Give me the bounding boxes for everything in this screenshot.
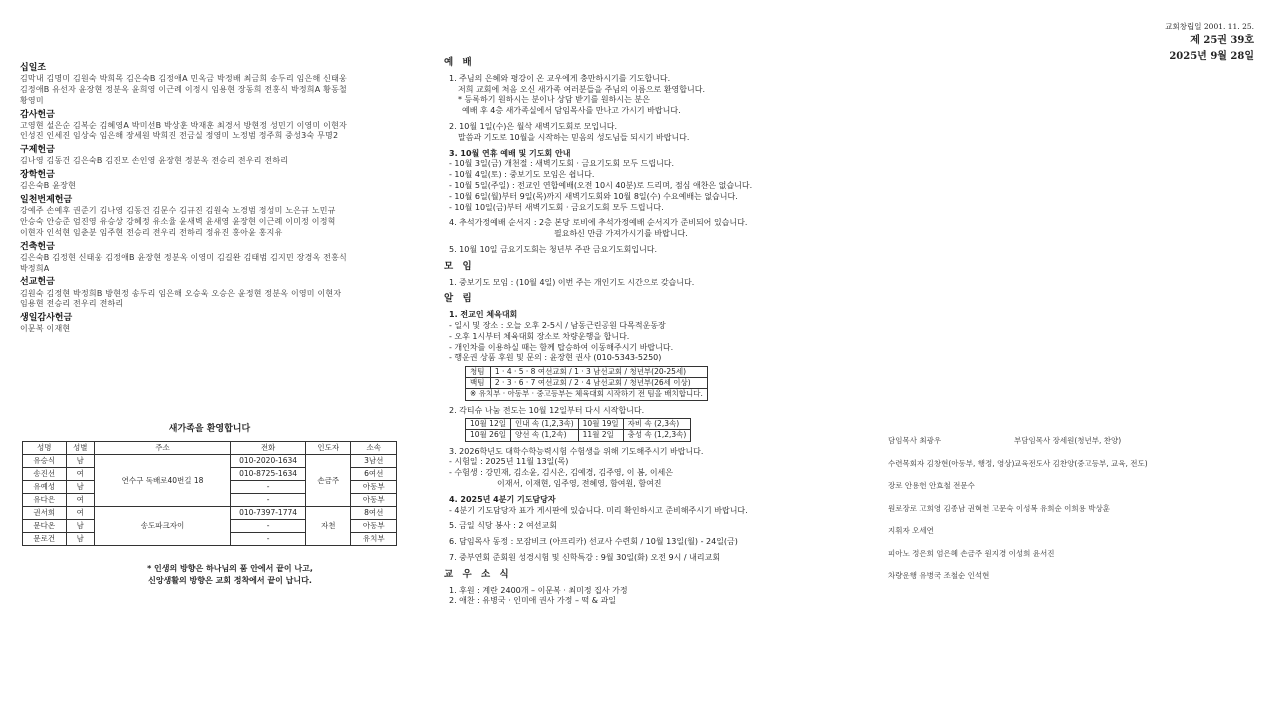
evangelism-table [465,418,691,441]
team-table [465,366,708,400]
cell: 여 [66,507,94,520]
text-line: 4. 추석가정예배 순서지 : 2층 본당 로비에 추석가정예배 순서지가 준비되어 있습니다. [449,218,748,228]
cell: 11월 2일 [578,430,623,441]
worship-item-5 [449,245,814,256]
cell: 아동부 [351,520,397,533]
section-title: 감사헌금 [20,109,55,120]
motto-line: 신앙생활의 방향은 교회 정착에서 끝이 납니다. [148,576,312,585]
cell: 남 [66,533,94,546]
notice-title: 알 림 [444,293,475,305]
col-header: 인도자 [305,442,351,455]
worship-item-1 [449,74,814,117]
cell: 자비 속 (2,3속) [623,419,691,430]
worship-item-3 [449,149,814,214]
bulletin-date: 2025년 9월 28일 [1169,50,1254,62]
text-line: 저희 교회에 처음 오신 새가족 여러분들을 주님의 이름으로 환영합니다. [458,84,705,94]
cell: 10월 26일 [466,430,511,441]
text-line: 3. 2026학년도 대학수학능력시험 수험생을 위해 기도해주시기 바랍니다. [449,446,704,456]
text-line: 2. 10월 1일(수)은 월삭 새벽기도회로 모입니다. [449,122,618,131]
cell: 010-2020-1634 [231,455,306,468]
notice-item-4 [449,495,814,517]
address-cell: 송도파크자이 [94,507,230,546]
cell: 10월 19일 [578,419,623,430]
table-row [466,419,691,430]
staff-list [888,436,1188,594]
col-header: 성명 [23,442,67,455]
names-line: 인성진 인세진 임상숙 임은해 장세원 박희진 전금실 정영미 노정범 정주희 중성3숙 무명2 [20,131,339,141]
offering-scholarship [20,169,405,192]
table-row [23,507,397,520]
text-line: 6. 담임목사 동정 : 모잠비크 (아프리카) 선교사 수련회 / 10월 13일(월) - 24일(금) [449,537,738,547]
cell: 유예성 [23,481,67,494]
table-row [466,430,691,441]
text-line: 이재서, 이재현, 임주영, 전혜영, 함여원, 함여진 [497,478,662,488]
founding-date: 교회창립일 2001. 11. 25. [1165,22,1254,31]
welcome-title: 새가족을 환영합니다 [168,424,251,434]
text-line: - 10월 6일(월)부터 9일(목)까지 새벽기도회와 10월 8일(수) 수요예배는 없습니다. [449,191,738,201]
offering-building [20,241,405,275]
text-line: 예배 후 4층 새가족실에서 담임목사를 만나고 가시기 바랍니다. [462,106,681,116]
names-line: 이문복 이재현 [20,324,71,334]
offering-thousand [20,194,405,239]
leader-cell: 손금주 [305,455,351,507]
offering-birthday [20,312,405,335]
section-title: 구제헌금 [20,145,55,156]
section-title: 십일조 [20,63,47,73]
cell: 청팀 [466,367,491,378]
text-line: - 개인차를 이용하실 때는 함께 탑승하여 이동해주시기 바랍니다. [449,342,674,352]
names-line: 김나영 김동건 김은숙B 김진모 손인영 윤장현 정분옥 전승리 전우리 전하리 [20,156,289,166]
text-line: 2. 각티슈 나눔 전도는 10월 12일부터 다시 시작합니다. [449,405,645,415]
offering-list [20,60,405,335]
section-title: 장학헌금 [20,170,55,181]
text-line: 1. 전교인 체육대회 [449,310,518,320]
notice-item-1 [449,310,814,400]
text-line: 1. 중보기도 모임 : (10월 4일) 이번 주는 개인기도 시간으로 갖습니다. [449,277,695,287]
names-line: 김막내 김명미 김원숙 박희목 김은숙B 김정애A 민옥금 박정배 최금희 송두리 임은해 신태웅 [20,74,347,84]
cell: 송진선 [23,468,67,481]
cell: 10월 12일 [466,419,511,430]
text-line: 2. 애찬 : 유병국 · 인미애 권사 가정 – 떡 & 과일 [449,596,617,606]
cell: 010-8725-1634 [231,468,306,481]
staff-entry: 부담임목사 장세원(청년부, 찬양) [1014,436,1122,445]
notice-item-2 [449,406,814,442]
cell: 양선 속 (1,2속) [510,430,578,441]
cell: 문로건 [23,533,67,546]
address-cell: 연수구 독배로40번길 18 [94,455,230,507]
notice-item-7 [449,553,814,564]
col-header: 주소 [94,442,230,455]
motto [40,563,420,587]
newcomer-table [22,441,397,546]
table-row [466,367,708,378]
names-line: 강예주 손예후 권준기 김나영 김동건 김문수 김규진 김원숙 노경범 정성미 노은규 노민규 [20,206,336,216]
text-line: - 행운권 상품 후원 및 문의 : 윤장현 권사 (010-5343-5250) [449,353,662,363]
cell: 010-7397-1774 [231,507,306,520]
staff-entry: 수련목회자 김창현(아동부, 행정, 영상) [888,458,1015,468]
offering-mission [20,276,405,310]
col-header: 성별 [66,442,94,455]
cell: - [231,520,306,533]
text-line: 5. 10월 10일 금요기도회는 청년부 주관 금요기도회입니다. [449,244,658,254]
cell: 유승식 [23,455,67,468]
text-line: - 오후 1시부터 체육대회 장소로 차량운행을 합니다. [449,331,630,341]
text-line: 5. 금일 식당 봉사 : 2 여선교회 [449,521,557,531]
text-line: - 10월 10일(금)부터 새벽기도회 · 금요기도회 모두 드립니다. [449,202,664,212]
leader-cell: 자천 [305,507,351,546]
staff-entry: 담임목사 최광우 [888,436,942,445]
text-line: 7. 중부연회 준회원 성경시험 및 신학특강 : 9월 30일(화) 오전 9시 / 내리교회 [449,552,721,562]
staff-row [888,436,1188,459]
names-line: 안승숙 안승준 엄진영 유승상 강혜정 유소율 윤새벽 윤새영 윤장현 이근례 이미정 이정혁 [20,217,336,227]
text-line: - 10월 4일(토) : 중보기도 모임은 쉽니다. [449,170,595,180]
text-line: 필요하신 만큼 가져가시기를 바랍니다. [554,229,688,239]
bulletin-header [1165,22,1254,63]
cell: 2 · 3 · 6 · 7 여선교회 / 2 · 4 남선교회 / 청년부(26세 이상) [490,378,707,389]
staff-row: 장로 안용헌 안효철 전문수 [888,481,975,490]
cell: 1 · 4 · 5 · 8 여선교회 / 1 · 3 남선교회 / 청년부(20-25세) [490,367,707,378]
text-line: - 10월 3일(금) 개천절 : 새벽기도회 · 금요기도회 모두 드립니다. [449,159,675,169]
cell: ※ 유치부 · 아동부 · 중고등부는 체육대회 시작하기 전 팀을 배치합니다. [466,389,708,400]
cell: 남 [66,455,94,468]
announcements [444,54,814,612]
table-row [466,389,708,400]
names-line: 임용현 전승리 전우리 전하리 [20,299,124,309]
cell: 충성 속 (1,2,3속) [623,430,691,441]
names-line: 박정희A [20,263,50,273]
cell: 유치부 [351,533,397,546]
offering-relief [20,144,405,167]
cell: 여 [66,468,94,481]
news-title: 교 우 소 식 [444,568,512,580]
names-line: 황영미 [20,95,44,105]
worship-item-4 [449,218,814,240]
table-row [23,455,397,468]
section-title: 건축헌금 [20,241,55,252]
staff-row: 지휘자 오세연 [888,526,934,535]
text-line: 4. 2025년 4분기 기도담당자 [449,494,556,504]
text-line: - 4분기 기도담당자 표가 게시판에 있습니다. 미리 확인하시고 준비해주시기 바랍니다. [449,505,748,515]
staff-row: 차량운행 유병국 조철순 인석현 [888,571,990,580]
names-line: 고영현 설은순 김복순 김혜영A 박미선B 박상훈 박재훈 최경서 방현정 성민기 이영미 이현자 [20,120,347,130]
cell: 문다온 [23,520,67,533]
cell: 권서희 [23,507,67,520]
cell: 남 [66,481,94,494]
offering-tithe [20,62,405,107]
cell: 3남선 [351,455,397,468]
text-line: 3. 10월 연휴 예배 및 기도회 안내 [449,148,571,158]
cell: 백팀 [466,378,491,389]
welcome-section [22,423,397,546]
worship-title: 예 배 [444,57,475,68]
notice-item-6 [449,537,814,548]
motto-line: * 인생의 방향은 하나님의 품 안에서 끝이 나고, [147,564,313,573]
text-line: - 수험생 : 강민재, 김소윤, 김시온, 김예경, 김주영, 이 봄, 이세은 [449,468,674,478]
staff-row: 피아노 정은희 엄은혜 손금주 원지경 이성희 윤서진 [888,548,1055,558]
news-items [449,586,814,608]
staff-row [888,459,1188,482]
col-header: 전화 [231,442,306,455]
text-line: - 10월 5일(주일) : 전교인 연합예배(오전 10시 40분)로 드리며, 점심 애찬은 없습니다. [449,180,753,190]
table-header-row [23,442,397,455]
cell: - [231,533,306,546]
cell: 여 [66,494,94,507]
text-line: - 일시 및 장소 : 오늘 오후 2-5시 / 남동근린공원 다목적운동장 [449,320,666,330]
worship-item-2 [449,122,814,144]
cell: 6여선 [351,468,397,481]
cell: 아동부 [351,481,397,494]
text-line: 1. 후원 : 계란 2400개 – 이문복 · 최미정 집사 가정 [449,585,628,595]
table-row [466,378,708,389]
cell: 아동부 [351,494,397,507]
names-line: 이현자 인석현 임춘분 임주현 전승리 전우리 전하리 정유진 홍아윤 홍지유 [20,227,283,237]
cell: 유다은 [23,494,67,507]
section-title: 일천번제헌금 [20,195,73,206]
names-line: 김정애B 유선자 윤장현 정분옥 윤희영 이근례 이정시 임용현 장동희 전홍식 박정희A 황동철 [20,84,347,94]
volume-number: 제 25권 39호 [1190,35,1254,47]
text-line: 1. 주님의 은혜와 평강이 온 교우에게 충만하시기를 기도합니다. [449,73,671,83]
gathering-title: 모 임 [444,260,475,272]
staff-row: 원로장로 고희영 김종남 권혁천 고문숙 이성복 유희순 이희용 박상훈 [888,503,1110,513]
cell: - [231,481,306,494]
names-line: 김은숙B 윤장현 [20,181,76,191]
names-line: 김은숙B 김정현 신태웅 김정애B 윤장현 정분옥 이영미 김길완 김태범 김지민 장경옥 전홍식 [20,252,347,262]
names-line: 김원숙 김정현 박정희B 방현정 송두리 임은해 오승욱 오승은 윤정현 정분옥 이영미 이현자 [20,288,342,298]
notice-item-3 [449,447,814,490]
text-line: 말씀과 기도로 10월을 시작하는 믿음의 성도님들 되시기 바랍니다. [458,132,690,142]
section-title: 생일감사헌금 [20,313,73,324]
cell: 인내 속 (1,2,3속) [510,419,578,430]
gathering-item [449,278,814,289]
cell: - [231,494,306,507]
text-line: - 시험일 : 2025년 11월 13일(목) [449,457,569,467]
staff-entry: 교육전도사 김찬양(중고등부, 교육, 전도) [1014,458,1148,468]
section-title: 선교헌금 [20,277,55,288]
offering-thanks [20,109,405,143]
text-line: * 등록하기 원하시는 분이나 상담 받기를 원하시는 분은 [458,95,650,105]
col-header: 소속 [351,442,397,455]
notice-item-5 [449,521,814,532]
cell: 8여선 [351,507,397,520]
cell: 남 [66,520,94,533]
